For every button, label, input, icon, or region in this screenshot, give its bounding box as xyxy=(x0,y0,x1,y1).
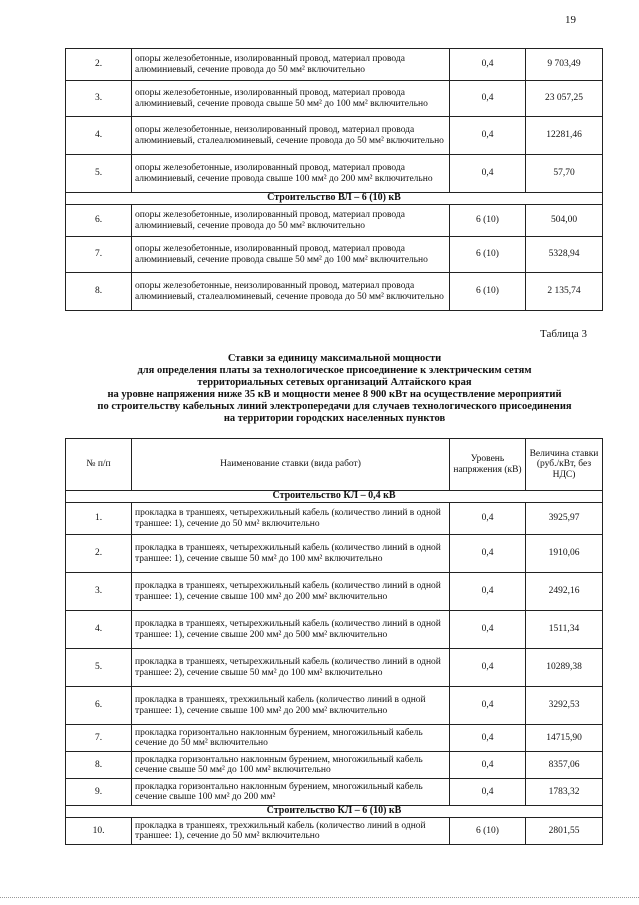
row-value: 2 135,74 xyxy=(526,273,603,311)
row-value: 10289,38 xyxy=(526,649,603,687)
row-voltage: 6 (10) xyxy=(450,237,526,273)
page-edge-divider xyxy=(0,897,639,898)
title-line: на территории городских населенных пунктов xyxy=(223,413,446,424)
row-description: прокладка в траншеях, четырехжильный кабель (количество линий в одной траншее: 1), сечение до 50 мм² включительно xyxy=(132,503,450,535)
tariff-table-continued xyxy=(65,48,603,311)
row-description: опоры железобетонные, неизолированный провод, материал провода алюминиевый, сталеалюминевый, сечение провода до 50 мм² включительно xyxy=(132,117,450,155)
section-heading: Строительство ВЛ – 6 (10) кВ xyxy=(66,193,603,205)
row-description: опоры железобетонные, изолированный провод, материал провода алюминиевый, сечение провода свыше 100 мм² до 200 мм² включительно xyxy=(132,155,450,193)
row-number: 6. xyxy=(66,687,132,725)
row-value: 1910,06 xyxy=(526,535,603,573)
row-value: 1511,34 xyxy=(526,611,603,649)
table-row xyxy=(66,117,603,155)
row-voltage: 0,4 xyxy=(450,155,526,193)
row-value: 5328,94 xyxy=(526,237,603,273)
row-voltage: 6 (10) xyxy=(450,273,526,311)
table-row xyxy=(66,535,603,573)
row-value: 2492,16 xyxy=(526,573,603,611)
section-row xyxy=(66,806,603,818)
table-row xyxy=(66,687,603,725)
row-number: 2. xyxy=(66,535,132,573)
row-description: опоры железобетонные, изолированный провод, материал провода алюминиевый, сечение провода свыше 50 мм² до 100 мм² включительно xyxy=(132,237,450,273)
row-voltage: 6 (10) xyxy=(450,205,526,237)
row-value: 3292,53 xyxy=(526,687,603,725)
section-heading: Строительство КЛ – 0,4 кВ xyxy=(66,491,603,503)
row-voltage: 6 (10) xyxy=(450,818,526,845)
row-description: опоры железобетонные, изолированный провод, материал провода алюминиевый, сечение провода до 50 мм² включительно xyxy=(132,205,450,237)
row-value: 3925,97 xyxy=(526,503,603,535)
table-row xyxy=(66,273,603,311)
row-voltage: 0,4 xyxy=(450,49,526,81)
row-number: 4. xyxy=(66,611,132,649)
row-number: 6. xyxy=(66,205,132,237)
table-row xyxy=(66,611,603,649)
row-value: 504,00 xyxy=(526,205,603,237)
table-top-body xyxy=(66,49,603,311)
row-voltage: 0,4 xyxy=(450,649,526,687)
table-row xyxy=(66,779,603,806)
row-voltage: 0,4 xyxy=(450,752,526,779)
title-line: территориальных сетевых организаций Алтайского края xyxy=(197,377,472,388)
header-num: № п/п xyxy=(66,439,132,491)
row-value: 14715,90 xyxy=(526,725,603,752)
row-number: 2. xyxy=(66,49,132,81)
row-voltage: 0,4 xyxy=(450,117,526,155)
row-description: опоры железобетонные, неизолированный провод, материал провода алюминиевый, сталеалюминевый, сечение провода до 50 мм² включительно xyxy=(132,273,450,311)
row-number: 4. xyxy=(66,117,132,155)
row-description: прокладка горизонтально наклонным бурением, многожильный кабель сечение свыше 50 мм² до 100 мм² включительно xyxy=(132,752,450,779)
row-number: 1. xyxy=(66,503,132,535)
row-number: 7. xyxy=(66,725,132,752)
tariff-table-3 xyxy=(65,438,603,845)
row-voltage: 0,4 xyxy=(450,611,526,649)
header-voltage: Уровень напряжения (кВ) xyxy=(450,439,526,491)
table-header xyxy=(66,439,603,491)
row-description: опоры железобетонные, изолированный провод, материал провода алюминиевый, сечение провода до 50 мм² включительно xyxy=(132,49,450,81)
title-line: для определения платы за технологическое присоединение к электрическим сетям xyxy=(137,365,532,376)
row-number: 5. xyxy=(66,649,132,687)
row-number: 8. xyxy=(66,752,132,779)
table-row xyxy=(66,205,603,237)
row-value: 57,70 xyxy=(526,155,603,193)
row-value: 8357,06 xyxy=(526,752,603,779)
row-voltage: 0,4 xyxy=(450,535,526,573)
row-number: 9. xyxy=(66,779,132,806)
table-label: Таблица 3 xyxy=(540,328,588,340)
row-description: прокладка горизонтально наклонным бурением, многожильный кабель сечение свыше 100 мм² до 200 мм² xyxy=(132,779,450,806)
title-line: Ставки за единицу максимальной мощности xyxy=(227,353,442,364)
row-voltage: 0,4 xyxy=(450,503,526,535)
table-row xyxy=(66,752,603,779)
table-row xyxy=(66,818,603,845)
row-number: 7. xyxy=(66,237,132,273)
header-value: Величина ставки (руб./кВт, без НДС) xyxy=(526,439,603,491)
table-row xyxy=(66,649,603,687)
row-voltage: 0,4 xyxy=(450,573,526,611)
row-description: опоры железобетонные, изолированный провод, материал провода алюминиевый, сечение провода свыше 50 мм² до 100 мм² включительно xyxy=(132,81,450,117)
table-row xyxy=(66,155,603,193)
row-voltage: 0,4 xyxy=(450,81,526,117)
row-number: 5. xyxy=(66,155,132,193)
row-value: 1783,32 xyxy=(526,779,603,806)
section-row xyxy=(66,491,603,503)
title-line: по строительству кабельных линий электропередачи для случаев технологического присоединения xyxy=(97,401,572,412)
row-description: прокладка в траншеях, четырехжильный кабель (количество линий в одной траншее: 1), сечение свыше 50 мм² до 100 мм² включительно xyxy=(132,535,450,573)
table-row xyxy=(66,237,603,273)
row-value: 23 057,25 xyxy=(526,81,603,117)
row-value: 9 703,49 xyxy=(526,49,603,81)
header-name: Наименование ставки (вида работ) xyxy=(132,439,450,491)
row-voltage: 0,4 xyxy=(450,725,526,752)
row-voltage: 0,4 xyxy=(450,779,526,806)
row-description: прокладка в траншеях, трехжильный кабель (количество линий в одной траншее: 1), сечение свыше 100 мм² до 200 мм² включительно xyxy=(132,687,450,725)
table-row xyxy=(66,503,603,535)
table-title xyxy=(60,353,609,425)
row-description: прокладка горизонтально наклонным бурением, многожильный кабель сечение до 50 мм² включительно xyxy=(132,725,450,752)
table-row xyxy=(66,573,603,611)
row-description: прокладка в траншеях, четырехжильный кабель (количество линий в одной траншее: 2), сечение свыше 50 мм² до 100 мм² включительно xyxy=(132,649,450,687)
section-row xyxy=(66,193,603,205)
row-voltage: 0,4 xyxy=(450,687,526,725)
row-number: 10. xyxy=(66,818,132,845)
table3-body xyxy=(66,491,603,845)
row-number: 8. xyxy=(66,273,132,311)
table-row xyxy=(66,81,603,117)
row-description: прокладка в траншеях, трехжильный кабель (количество линий в одной траншее: 1), сечение до 50 мм² включительно xyxy=(132,818,450,845)
row-value: 2801,55 xyxy=(526,818,603,845)
header-row xyxy=(66,439,603,491)
title-line: на уровне напряжения ниже 35 кВ и мощности менее 8 900 кВт на осуществление мероприятий xyxy=(107,389,562,400)
row-number: 3. xyxy=(66,81,132,117)
row-description: прокладка в траншеях, четырехжильный кабель (количество линий в одной траншее: 1), сечение свыше 100 мм² до 200 мм² включительно xyxy=(132,573,450,611)
table-row xyxy=(66,725,603,752)
row-description: прокладка в траншеях, четырехжильный кабель (количество линий в одной траншее: 1), сечение свыше 200 мм² до 500 мм² включительно xyxy=(132,611,450,649)
section-heading: Строительство КЛ – 6 (10) кВ xyxy=(66,806,603,818)
row-number: 3. xyxy=(66,573,132,611)
table-row xyxy=(66,49,603,81)
page-number: 19 xyxy=(565,14,576,26)
row-value: 12281,46 xyxy=(526,117,603,155)
